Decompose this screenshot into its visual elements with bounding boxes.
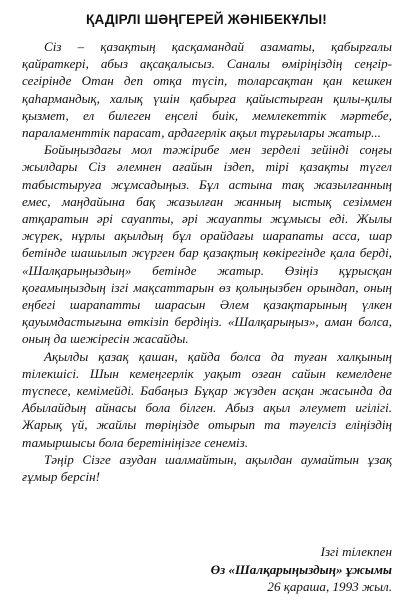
paragraph-3: Ақылды қазақ қашан, қайда болса да туған халқының тілекшісі. Шын кемеңгерлік уақыт озған сайын кемелдене түспесе, кемімейді. Бабаңыз Бұқар жүзден асқан жасында да Абылайдың айнасы бола білген. Абыз ақыл әлеумет игілігі. Жарық үй, жайлы төріңізде отырып та тәуелсіз еліңіздің тамыршысы бола беретініңізге сенеміз. <box>22 348 392 450</box>
closing-greeting: Ізгі тілекпен <box>320 544 392 559</box>
sender-name: Өз «Шалқарыңыздың» ұжымы <box>210 561 392 577</box>
paragraph-1: Сіз – қазақтың қасқамандай азаматы, қабырғалы қайраткері, абыз ақсақалысыз. Саналы өміріңіздің сеңгір-сегірінде Отан деп отқа түсіп, толарсақтан қан кешкен қаһармандық, халық үшін қабырға қайыстырған қилы-қилы қызмет, ел билеген еңселі биік, мемлекеттік мәртебе, параламенттік парасат, ардагерлік ақыл тұрғылары жатыр... <box>22 39 392 141</box>
paragraph-4: Тәңір Сізге азудан шалмайтын, ақылдан аумайтын ұзақ ғұмыр берсін! <box>22 451 392 485</box>
letter-date: 26 қараша, 1993 жыл. <box>267 579 392 594</box>
signoff <box>92 543 392 596</box>
letter-title: ҚАДІРЛІ ШӘҢГЕРЕЙ ЖӘНІБЕКҰЛЫ! <box>86 12 327 27</box>
letter-body <box>22 38 392 485</box>
paragraph-2: Бойыңыздағы мол тәжірибе мен зерделі зейінді соңғы жылдары Сіз әлемнен ағайын іздеп, тірі қазақты түгел табыстыруға жұмсадыңыз. Бұл астына тақ жазылғанның емес, маңдайына бақ жазылған жанның ыстық сезіммен атқаратын әрі сауапты, әрі жауапты жұмысы еді. Жылы жүрек, нұрлы ақылдың бұл орайдағы шарапаты асса, шар бетінде шашылып жүрген бар қазақтың көкірегінде қала берді, «Шалқарыңыздың» бетінде жатыр. Өзіңіз құрысқан қоғамыңыздың ізгі мақсаттарын өз қолыңызбен орындап, оның еңбегі шарапатты шарасын Әлем қазақтарының үлкен қауымдастығына өткізіп бердіңіз. «Шалқарыңыз», аман болса, оның да шежіресін жасайды. <box>22 142 392 347</box>
